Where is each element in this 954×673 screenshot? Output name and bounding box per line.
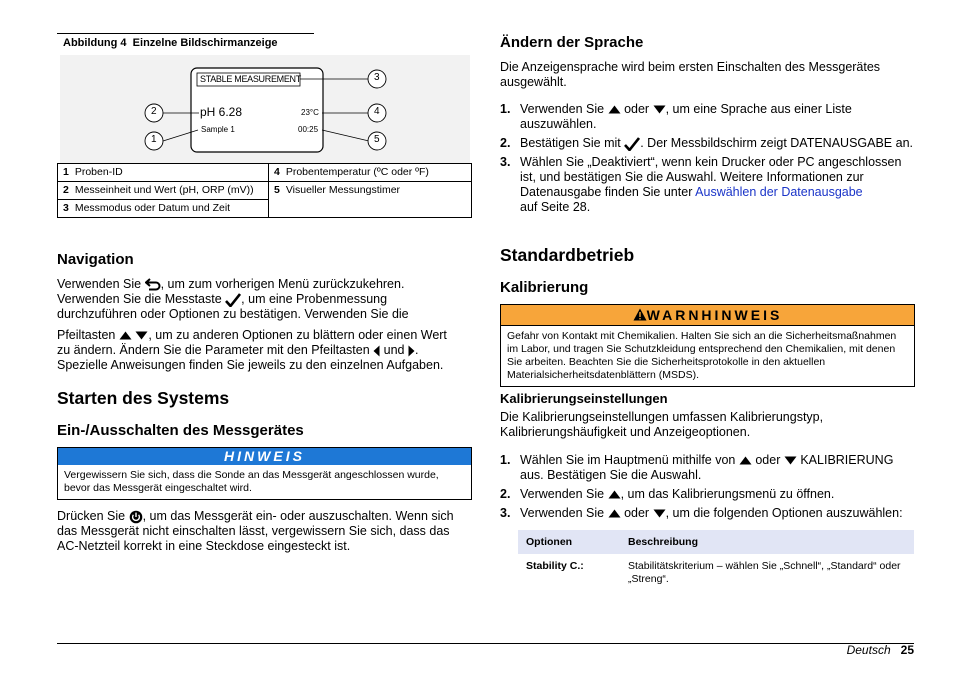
power-icon [129,510,143,524]
arrow-left-icon [373,345,380,357]
option-description: Stabilitätskriterium – wählen Sie „Schnell“, „Standard“ oder „Streng“. [628,560,901,585]
warnhinweis-label: WARNHINWEIS [646,307,783,323]
kalibrierungseinstellungen-heading: Kalibrierungseinstellungen [500,391,668,406]
callout-3-label: 3 [374,72,380,83]
sprache-steps [500,102,915,219]
step-text: . Der Messbildschirm zeigt DATENAUSGABE an. [640,136,913,150]
list-item [500,102,915,132]
legend-num: 2 [63,184,69,196]
list-item [500,487,915,502]
arrow-right-icon [408,345,415,357]
step-text: , um die folgenden Optionen auszuwählen: [665,506,903,520]
display-figure-svg [60,55,470,163]
navigation-text [57,277,477,373]
arrow-up-icon [608,105,621,114]
step-text: Wählen Sie „Deaktiviert“, wenn kein Drucker oder PC angeschlossen ist, und bestätigen Sie die Auswahl. Weitere Informationen zur Datenausgabe finden Sie unter [520,155,902,199]
arrow-up-icon [608,509,621,518]
callout-1-label: 1 [151,134,157,145]
arrow-down-icon [653,105,666,114]
starten-text [57,509,477,554]
step-text: Verwenden Sie [520,506,605,520]
nav-line: und [383,343,405,357]
starten-line: das Messgerät nicht einschalten lässt, vergewissern Sie sich, dass das [57,524,450,538]
hinweis-box [57,447,472,500]
table-row [518,554,914,592]
arrow-up-icon [739,456,752,465]
display-mode: STABLE MEASUREMENT [200,74,301,84]
kalibrierung-heading: Kalibrierung [500,279,589,296]
caption-rule [57,33,314,34]
ein-aus-heading: Ein-/Ausschalten des Messgerätes [57,422,304,439]
starten-line: Drücken Sie [57,509,126,523]
legend-text: Probentemperatur (ºC oder ºF) [285,166,429,178]
legend-text: Messeinheit und Wert (pH, ORP (mV)) [74,184,254,196]
display-value: pH 6.28 [200,105,243,119]
legend-row [58,182,472,200]
datenausgabe-link[interactable]: Auswählen der Datenausgabe [695,185,863,199]
arrow-down-icon [784,456,797,465]
legend-text: Proben-ID [74,166,123,178]
callout-line-5 [322,130,369,141]
step-text: auf Seite 28. [520,200,591,214]
starten-heading: Starten des Systems [57,388,230,408]
legend-num: 1 [63,166,69,178]
kalibrierungseinstellungen-text: Die Kalibrierungseinstellungen umfassen Kalibrierungstyp, Kalibrierungshäufigkeit und Anzeigeoptionen. [500,410,824,439]
warnhinweis-box [500,304,915,387]
caption-number: Abbildung 4 [63,37,127,49]
options-header [518,530,914,554]
step-number: 1. [500,102,511,116]
nav-line: durchzuführen oder Optionen zu bestätigen. Verwenden Sie die [57,307,409,321]
step-text: oder [624,102,650,116]
arrow-down-icon [135,331,148,340]
display-temp: 23°C [301,108,319,117]
step-text: Bestätigen Sie mit [520,136,621,150]
step-text: Verwenden Sie [520,487,605,501]
footer [847,643,914,657]
sprache-heading: Ändern der Sprache [500,34,644,51]
warnhinweis-text: Gefahr von Kontakt mit Chemikalien. Halten Sie sich an die Sicherheitsmaßnahmen im Labor, und tragen Sie Schutzkleidung entsprechend den Chemikalien, mit denen Sie arbeiten. Beachten Sie die Sicherheitsprotokolle in den aktuellen Materialsicherheitsdatenblättern (MSDS). [507,330,897,381]
legend-num: 5 [274,184,280,196]
footer-rule [57,643,914,644]
legend-text: Visueller Messungstimer [285,184,401,196]
list-item [500,453,915,483]
step-text: , um das Kalibrierungsmenü zu öffnen. [620,487,835,501]
display-figure [60,55,470,163]
hinweis-text: Vergewissern Sie sich, dass die Sonde an das Messgerät angeschlossen wurde, bevor das Messgerät eingeschaltet wird. [64,469,439,494]
options-table [518,530,914,592]
sprache-intro: Die Anzeigensprache wird beim ersten Einschalten des Messgerätes ausgewählt. [500,60,881,89]
nav-line: , um zu anderen Optionen zu blättern oder einen Wert [148,328,447,342]
step-text: , um eine Sprache aus einer Liste auszuwählen. [520,102,852,131]
callout-5-label: 5 [374,134,380,145]
starten-line: , um das Messgerät ein- oder auszuschalten. Wenn sich [142,509,454,523]
step-number: 2. [500,136,511,150]
nav-line: , um zum vorherigen Menü zurückzukehren. [160,277,405,291]
legend-num: 4 [274,166,280,178]
standardbetrieb-heading: Standardbetrieb [500,245,635,265]
arrow-up-icon [608,490,621,499]
option-name: Stability C.: [526,560,584,572]
hinweis-label: HINWEIS [58,448,471,465]
nav-line: , um eine Probenmessung [241,292,388,306]
list-item [500,506,915,521]
figure-caption [63,37,278,49]
kalibrierung-steps [500,453,915,525]
legend-num: 3 [63,202,69,214]
step-number: 2. [500,487,511,501]
page-number: 25 [900,643,914,657]
callout-2-label: 2 [151,106,157,117]
legend-text: Messmodus oder Datum und Zeit [74,202,231,214]
step-text: Verwenden Sie [520,102,605,116]
step-text: Wählen Sie im Hauptmenü mithilfe von [520,453,736,467]
step-number: 3. [500,506,511,520]
arrow-down-icon [653,509,666,518]
options-col-header: Optionen [518,530,620,554]
warnhinweis-bar [501,305,914,326]
nav-line: Pfeiltasten [57,328,116,342]
display-sample: Sample 1 [201,125,235,134]
back-icon [145,278,161,291]
nav-line: Verwenden Sie [57,277,142,291]
step-text: KALIBRIERUNG aus. Bestätigen Sie die Auswahl. [520,453,894,482]
list-item [500,136,915,151]
footer-language: Deutsch [846,643,891,657]
nav-line: Spezielle Anweisungen finden Sie jeweils zu den einzelnen Aufgaben. [57,358,444,372]
warning-icon [633,308,647,321]
nav-line: . [415,343,419,357]
starten-line: AC-Netzteil korrekt in eine Steckdose eingesteckt ist. [57,539,351,553]
step-number: 3. [500,155,511,169]
arrow-up-icon [119,331,132,340]
nav-line: Verwenden Sie die Messtaste [57,292,222,306]
display-timer: 00:25 [298,125,319,134]
legend-row [58,164,472,182]
nav-line: zu ändern. Ändern Sie die Parameter mit den Pfeiltasten [57,343,370,357]
checkmark-icon [624,137,640,151]
checkmark-icon [225,293,241,307]
step-number: 1. [500,453,511,467]
legend-table [57,163,472,218]
callout-4-label: 4 [374,106,380,117]
description-col-header: Beschreibung [620,530,914,554]
navigation-heading: Navigation [57,251,134,268]
caption-text: Einzelne Bildschirmanzeige [132,37,278,49]
step-text: oder [624,506,650,520]
step-text: oder [755,453,781,467]
list-item [500,155,915,215]
